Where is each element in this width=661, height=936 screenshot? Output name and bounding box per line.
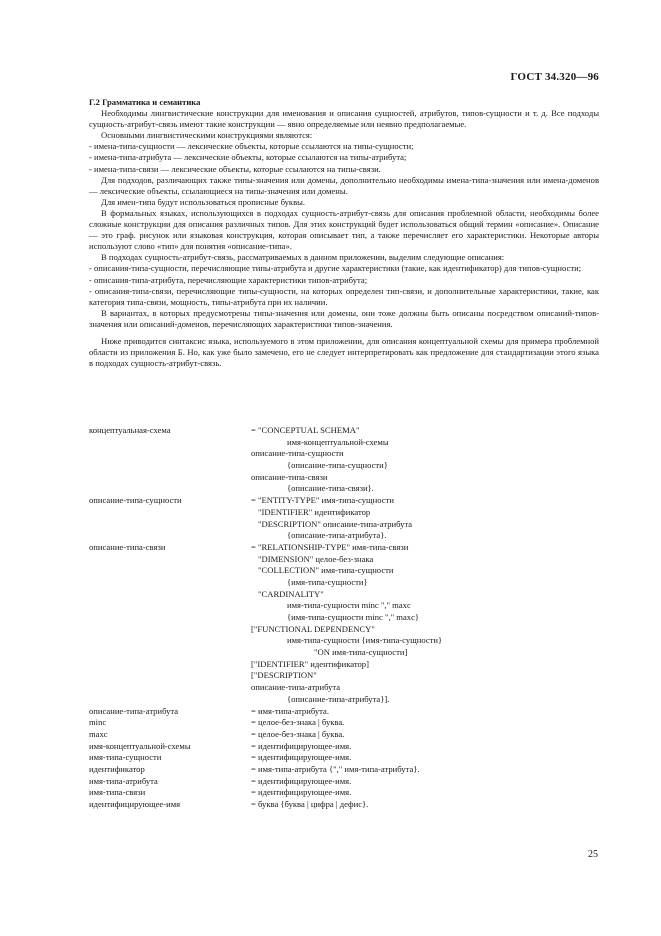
grammar-rule xyxy=(89,554,599,566)
grammar-definition: описание-типа-связи xyxy=(251,471,328,482)
grammar-definition: = идентифицирующее-имя. xyxy=(251,775,352,786)
grammar-definition: "CARDINALITY" xyxy=(258,588,324,599)
grammar-rule xyxy=(89,659,599,671)
grammar-rule xyxy=(89,635,599,647)
paragraph: Для имен-типа будут использоваться прописные буквы. xyxy=(101,196,306,207)
paragraph: Необходимы лингвистические конструкции для именования и описания сущностей, атрибутов, типов-сущности и т. д. Все подходы сущность-атрибут-связь имеют такие конструкции — явно определяемые или неявно предполагаемые. xyxy=(89,108,599,130)
grammar-definition: ["DESCRIPTION" xyxy=(251,670,317,681)
grammar-definition: = буква {буква | цифра | дефис}. xyxy=(251,799,369,809)
grammar-term: идентификатор xyxy=(89,763,145,774)
grammar-rule xyxy=(89,425,599,437)
grammar-rule xyxy=(89,694,599,706)
grammar-definition: {описание-типа-связи}. xyxy=(287,483,374,494)
grammar-term: идентифицирующее-имя xyxy=(89,799,181,809)
grammar-rule xyxy=(89,530,599,542)
grammar-definition: "IDENTIFIER" идентификатор xyxy=(258,506,371,517)
grammar-rule xyxy=(89,542,599,554)
grammar-rule xyxy=(89,729,599,741)
grammar-rule xyxy=(89,647,599,659)
list-item: - имена-типа-атрибута — лексические объекты, которые ссылаются на типы-атрибута; xyxy=(89,152,407,163)
grammar-block xyxy=(89,425,599,811)
grammar-rule xyxy=(89,612,599,624)
grammar-definition: "DESCRIPTION" описание-типа-атрибута xyxy=(258,518,413,529)
paragraph: Для подходов, различающих также типы-значения или домены, дополнительно необходимы имена-типа-значения или имена-доменов — лексические объекты, ссылающиеся на типы-значения или домены. xyxy=(89,174,599,196)
grammar-definition: = целое-без-знака | буква. xyxy=(251,728,345,739)
grammar-definition: = "ENTITY-TYPE" имя-типа-сущности xyxy=(251,495,394,506)
grammar-definition: = целое-без-знака | буква. xyxy=(251,717,345,728)
grammar-definition: "ON имя-типа-сущности] xyxy=(314,647,408,658)
grammar-rule xyxy=(89,764,599,776)
grammar-rule xyxy=(89,799,599,811)
body-text xyxy=(89,97,599,369)
grammar-rule xyxy=(89,600,599,612)
grammar-term: описание-типа-атрибута xyxy=(89,705,179,716)
section-title: Г.2 Грамматика и семантика xyxy=(89,97,201,107)
grammar-rule xyxy=(89,670,599,682)
grammar-term: имя-типа-атрибута xyxy=(89,775,158,786)
list-item: - имена-типа-сущности — лексические объекты, которые ссылаются на типы-сущности; xyxy=(89,141,414,152)
grammar-term: описание-типа-сущности xyxy=(89,495,182,506)
grammar-definition: описание-типа-атрибута xyxy=(251,682,341,693)
grammar-rule xyxy=(89,706,599,718)
grammar-definition: {имя-типа-сущности} xyxy=(287,576,368,587)
list-item: - описания-типа-атрибута, перечисляющие характеристики типов-атрибута; xyxy=(89,274,368,285)
list-item: - описания-типа-сущности, перечисляющие типы-атрибута и другие характеристики (такие, как идентификатор) для типов-сущности; xyxy=(89,263,582,274)
grammar-definition: {описание-типа-сущности} xyxy=(287,460,388,471)
grammar-rule xyxy=(89,752,599,764)
grammar-definition: {описание-типа-атрибута}]. xyxy=(287,693,390,704)
grammar-definition: = идентифицирующее-имя. xyxy=(251,752,352,763)
grammar-rule xyxy=(89,682,599,694)
paragraph: В подходах сущность-атрибут-связь, рассматриваемых в данном приложении, выделим следующие описания: xyxy=(101,252,505,263)
grammar-definition: имя-типа-сущности minc "," maxc xyxy=(287,600,411,611)
grammar-definition: = "RELATIONSHIP-TYPE" имя-типа-связи xyxy=(251,541,409,552)
grammar-rule xyxy=(89,507,599,519)
grammar-rule xyxy=(89,589,599,601)
grammar-rule xyxy=(89,495,599,507)
grammar-rule xyxy=(89,519,599,531)
grammar-term: имя-концептуальной-схемы xyxy=(89,740,191,751)
grammar-rule xyxy=(89,483,599,495)
grammar-rule xyxy=(89,741,599,753)
grammar-rule xyxy=(89,472,599,484)
grammar-term: имя-типа-сущности xyxy=(89,752,162,763)
grammar-rule xyxy=(89,577,599,589)
grammar-definition: имя-типа-сущности {имя-типа-сущности} xyxy=(287,635,443,646)
list-item: - имена-типа-связи — лексические объекты, которые ссылаются на типы-связи. xyxy=(89,163,381,174)
grammar-definition: = имя-типа-атрибута {"," имя-типа-атрибута}. xyxy=(251,763,420,774)
document-code: ГОСТ 34.320—96 xyxy=(510,71,599,83)
grammar-rule xyxy=(89,624,599,636)
grammar-rule xyxy=(89,565,599,577)
paragraph: В формальных языках, использующихся в подходах сущность-атрибут-связь для описания проблемной области, необходимы более сложные конструкции для описания различных типов. Для этих конструкций будет использоваться общий термин «описание». Описание — это граф. рисунок или языковая конструкция, которая описывает тип, а также перечисляет его характеристики. Некоторые авторы используют слово «тип» для понятия «описание-типа». xyxy=(89,207,599,252)
grammar-definition: имя-концептуальной-схемы xyxy=(287,436,389,447)
grammar-definition: {описание-типа-атрибута}. xyxy=(287,530,387,541)
grammar-term: описание-типа-связи xyxy=(89,541,166,552)
paragraph: В вариантах, в которых предусмотрены типы-значения или домены, они тоже должны быть описаны посредством описаний-типов-значения или описаний-доменов, перечисляющих характеристики типов-значения. xyxy=(89,307,599,329)
grammar-rule xyxy=(89,448,599,460)
grammar-definition: = имя-типа-атрибута. xyxy=(251,705,329,716)
grammar-definition: = идентифицирующее-имя. xyxy=(251,740,352,751)
grammar-rule xyxy=(89,460,599,472)
grammar-definition: = идентифицирующее-имя. xyxy=(251,787,352,798)
list-item: - описания-типа-связи, перечисляющие типы-сущности, на которых определен тип-связи, и дополнительные характеристики, такие, как категория типа-связи, мощность, типы-атрибута при их наличии. xyxy=(89,285,599,307)
grammar-term: maxc xyxy=(89,728,108,739)
grammar-definition: "COLLECTION" имя-типа-сущности xyxy=(258,565,394,576)
page-number: 25 xyxy=(588,849,598,860)
paragraph: Основными лингвистическими конструкциями являются: xyxy=(101,130,313,141)
grammar-definition: "DIMENSION" целое-без-знака xyxy=(258,553,374,564)
paragraph: Ниже приводится синтаксис языка, используемого в этом приложении, для описания концептуальной схемы для примера проблемной области из приложения Б. Но, как уже было замечено, его не следует интерпретировать как предложение для стандартизации этого языка в подходах сущность-атрибут-связь. xyxy=(89,335,599,369)
grammar-term: имя-типа-связи xyxy=(89,787,146,798)
grammar-definition: {имя-типа-сущности minc "," maxc} xyxy=(287,612,420,622)
grammar-rule xyxy=(89,776,599,788)
grammar-term: концептуальная-схема xyxy=(89,425,171,435)
grammar-definition: ["FUNCTIONAL DEPENDENCY" xyxy=(251,623,375,634)
grammar-rule xyxy=(89,787,599,799)
grammar-definition: ["IDENTIFIER" идентификатор] xyxy=(251,658,369,669)
grammar-rule xyxy=(89,717,599,729)
grammar-definition: описание-типа-сущности xyxy=(251,448,344,459)
grammar-rule xyxy=(89,437,599,449)
grammar-definition: = "CONCEPTUAL SCHEMA" xyxy=(251,425,360,435)
grammar-term: minc xyxy=(89,717,107,728)
